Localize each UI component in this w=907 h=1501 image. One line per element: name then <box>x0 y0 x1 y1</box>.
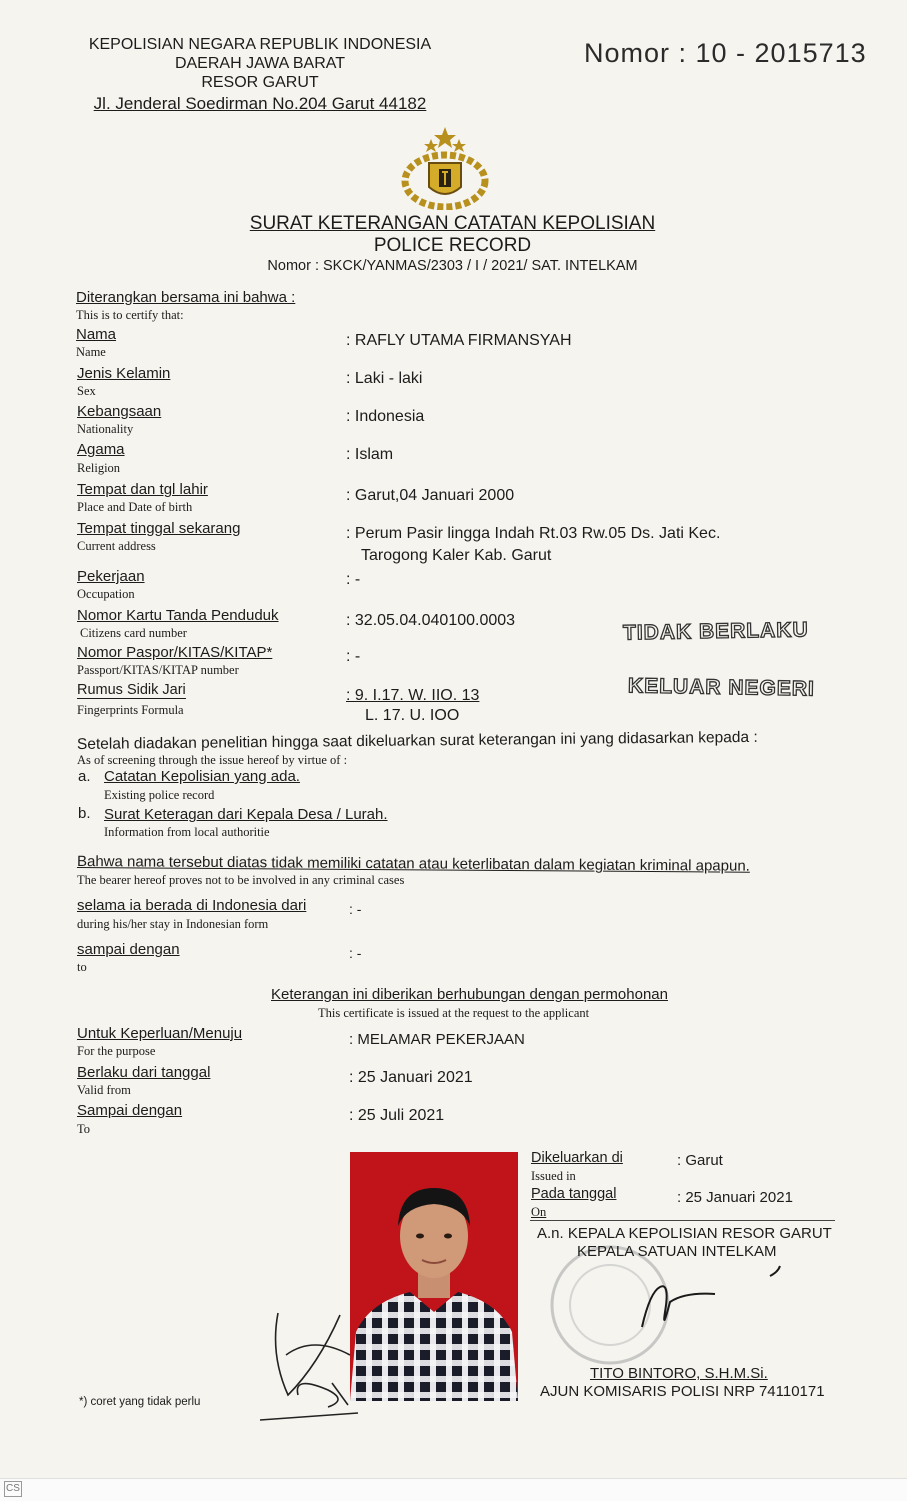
field-value-passport: : - <box>346 648 361 665</box>
title-number: Nomor : SKCK/YANMAS/2303 / I / 2021/ SAT. INTELKAM <box>267 258 638 274</box>
stay-to-value: : - <box>349 945 362 961</box>
valid-to-en: To <box>77 1122 91 1136</box>
field-label: Jenis Kelamin <box>77 365 171 382</box>
field-label: Agama <box>77 441 125 458</box>
stay-from-en: during his/her stay in Indonesian form <box>77 917 269 931</box>
stamp-not-valid: TIDAK BERLAKU <box>622 618 809 645</box>
stay-to-label: sampai dengan <box>77 941 180 958</box>
header-line-2: DAERAH JAWA BARAT <box>174 55 346 72</box>
signatory-line-2: KEPALA SATUAN INTELKAM <box>577 1243 777 1260</box>
field-value-nationality: : Indonesia <box>346 408 425 425</box>
field-label: Kebangsaan <box>77 403 162 420</box>
field-label-en: Place and Date of birth <box>77 500 193 514</box>
intro-en: This is to certify that: <box>76 308 184 322</box>
stay-from-value: : - <box>349 901 362 917</box>
field-label-en: Name <box>76 345 106 359</box>
field-value-name: : RAFLY UTAMA FIRMANSYAH <box>346 332 572 349</box>
field-value-religion: : Islam <box>346 446 394 463</box>
statement-en: The bearer hereof proves not to be involved in any criminal cases <box>77 873 405 887</box>
stay-to-en: to <box>77 960 87 974</box>
field-value-birth: : Garut,04 Januari 2000 <box>346 487 515 504</box>
field-label: Nomor Kartu Tanda Penduduk <box>77 607 279 624</box>
research-marker-b: b. <box>78 805 91 822</box>
field-label-en: Fingerprints Formula <box>77 703 184 717</box>
field-value-address: : Perum Pasir lingga Indah Rt.03 Rw.05 Ds. Jati Kec. <box>346 525 721 542</box>
field-value-address-2: Tarogong Kaler Kab. Garut <box>361 547 552 564</box>
field-label-en: Citizens card number <box>80 626 187 640</box>
applicant-photo <box>350 1152 518 1401</box>
field-value-id-card: : 32.05.04.040100.0003 <box>346 612 516 629</box>
stamp-abroad: KELUAR NEGERI <box>627 674 816 701</box>
field-label-en: Occupation <box>77 587 135 601</box>
document-number: Nomor : 10 - 2015713 <box>584 38 867 68</box>
research-item-a: Catatan Kepolisian yang ada. <box>104 768 300 785</box>
field-value-sex: : Laki - laki <box>346 370 423 387</box>
valid-from-en: Valid from <box>77 1083 131 1097</box>
research-item-b-en: Information from local authoritie <box>104 825 270 839</box>
field-label: Nama <box>76 326 117 343</box>
title-en: POLICE RECORD <box>373 235 532 256</box>
cs-logo-icon: CS <box>4 1481 22 1497</box>
research-en: As of screening through the issue hereof by virtue of : <box>77 753 348 767</box>
title-id: SURAT KETERANGAN CATATAN KEPOLISIAN <box>249 213 656 234</box>
research-marker-a: a. <box>78 768 91 785</box>
research-item-b: Surat Keteragan dari Kepala Desa / Lurah. <box>104 806 388 823</box>
field-label: Rumus Sidik Jari <box>77 682 186 698</box>
valid-from-value: : 25 Januari 2021 <box>349 1069 473 1086</box>
field-label: Tempat tinggal sekarang <box>77 520 241 537</box>
signature-rule <box>530 1220 835 1221</box>
purpose-label: Untuk Keperluan/Menuju <box>77 1025 243 1042</box>
purpose-en: For the purpose <box>77 1044 156 1058</box>
field-label: Tempat dan tgl lahir <box>77 481 208 498</box>
signatory-line-1: A.n. KEPALA KEPOLISIAN RESOR GARUT <box>537 1225 832 1242</box>
field-label-en: Religion <box>77 461 121 475</box>
field-label-en: Nationality <box>77 422 134 436</box>
request-id: Keterangan ini diberikan berhubungan dengan permohonan <box>271 986 668 1003</box>
scan-footer-strip <box>0 1478 907 1501</box>
request-en: This certificate is issued at the request to the applicant <box>318 1006 590 1020</box>
field-value-fingerprint-2: L. 17. U. IOO <box>365 707 460 724</box>
field-label: Nomor Paspor/KITAS/KITAP* <box>77 644 273 661</box>
stay-from-label: selama ia berada di Indonesia dari <box>77 897 307 914</box>
issued-on-en: On <box>531 1205 547 1219</box>
valid-to-value: : 25 Juli 2021 <box>349 1107 445 1124</box>
field-value-occupation: : - <box>346 571 361 588</box>
valid-from-label: Berlaku dari tanggal <box>77 1064 211 1081</box>
research-item-a-en: Existing police record <box>104 788 215 802</box>
header-line-1: KEPOLISIAN NEGARA REPUBLIK INDONESIA <box>88 36 432 53</box>
field-label-en: Current address <box>77 539 156 553</box>
field-label: Pekerjaan <box>77 568 145 585</box>
issued-on-label: Pada tanggal <box>531 1186 617 1202</box>
issued-in-label: Dikeluarkan di <box>531 1150 623 1166</box>
signatory-rank: AJUN KOMISARIS POLISI NRP 74110171 <box>540 1383 825 1400</box>
purpose-value: : MELAMAR PEKERJAAN <box>349 1031 525 1048</box>
issued-in-value: : Garut <box>677 1152 723 1169</box>
issued-in-en: Issued in <box>531 1169 576 1183</box>
field-label-en: Sex <box>77 384 96 398</box>
official-signature <box>630 1262 790 1342</box>
intro-id: Diterangkan bersama ini bahwa : <box>76 289 296 306</box>
police-emblem-icon <box>395 125 495 210</box>
valid-to-label: Sampai dengan <box>77 1102 183 1119</box>
signatory-name: TITO BINTORO, S.H.M.Si. <box>590 1365 768 1382</box>
statement-id: Bahwa nama tersebut diatas tidak memiliki catatan atau keterlibatan dalam kegiatan kriminal apapun. <box>76 853 750 875</box>
applicant-signature <box>258 1295 368 1425</box>
issued-on-value: : 25 Januari 2021 <box>677 1189 793 1206</box>
header-address: Jl. Jenderal Soedirman No.204 Garut 44182 <box>93 94 427 113</box>
research-id: Setelah diadakan penelitian hingga saat dikeluarkan surat keterangan ini yang didasarkan kepada : <box>76 728 758 753</box>
field-label-en: Passport/KITAS/KITAP number <box>77 663 239 677</box>
field-value-fingerprint: : 9. I.17. W. IIO. 13 <box>346 687 480 704</box>
header-line-3: RESOR GARUT <box>201 74 319 91</box>
footnote: *) coret yang tidak perlu <box>79 1396 201 1408</box>
